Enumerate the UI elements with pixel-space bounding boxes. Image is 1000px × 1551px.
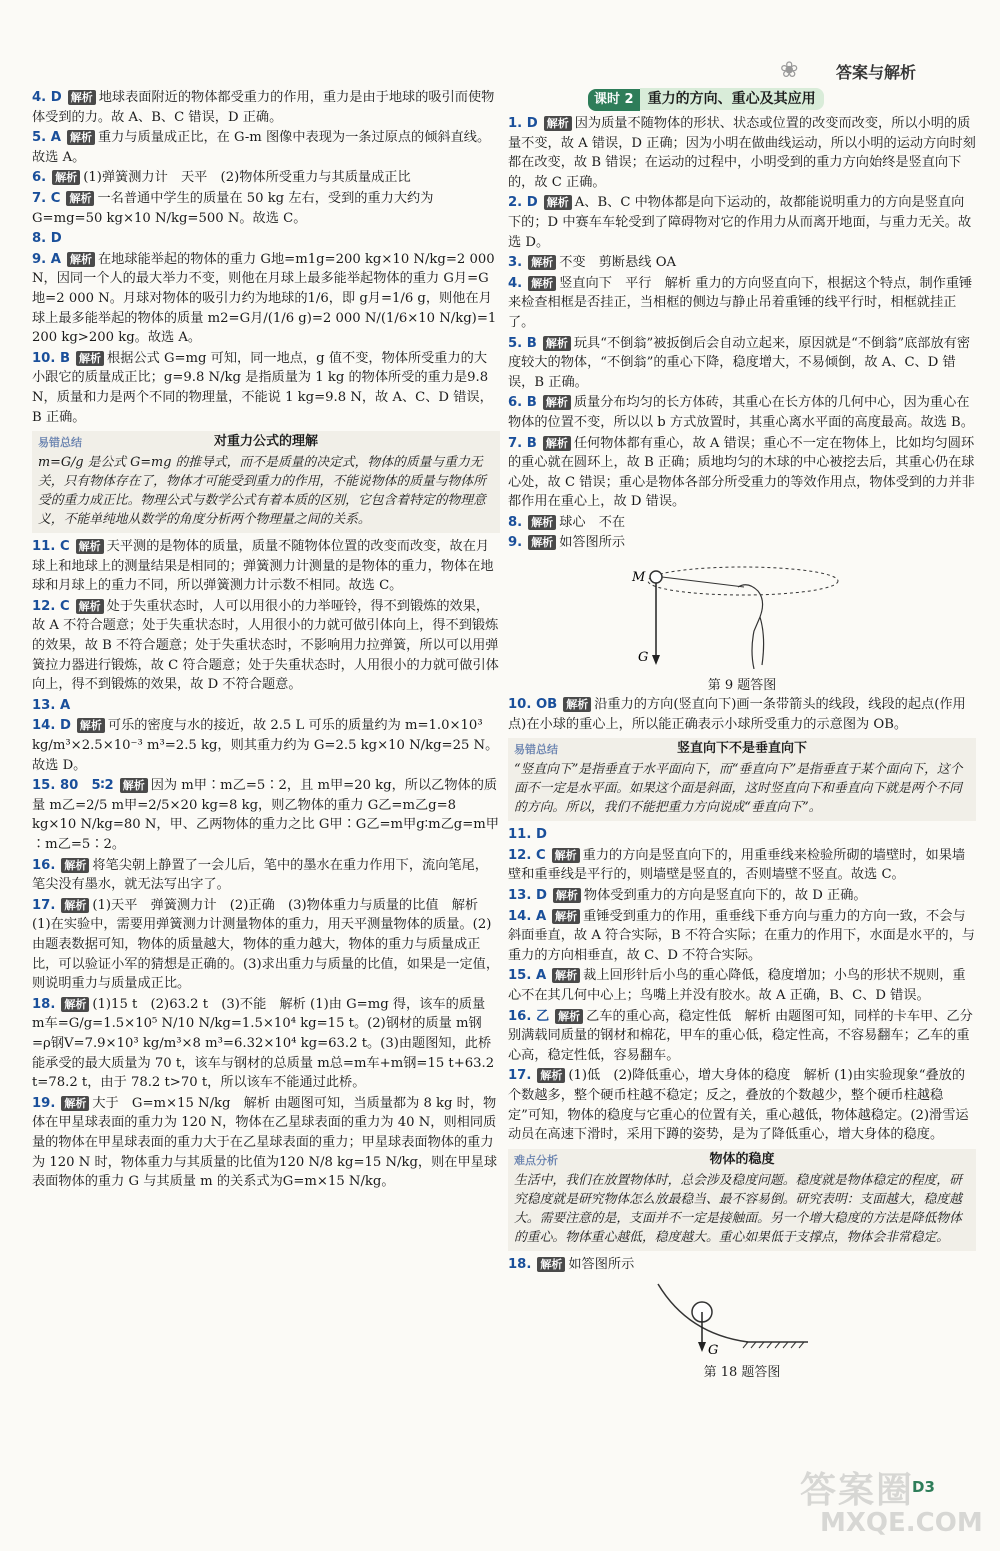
- answer-text: 重力的方向是竖直向下的，用重垂线来检验所砌的墙壁时，如果墙壁和重垂线是平行的，则墙壁是竖直的，否则墙壁不竖直。故选 C。: [508, 847, 966, 883]
- answer-number: 18.: [508, 1256, 532, 1272]
- lesson-tag: 课时 2: [588, 89, 640, 111]
- answer-number: 10. OB: [508, 697, 558, 713]
- analysis-tag: 解析: [61, 858, 89, 873]
- answer-text: 物体受到重力的方向是竖直向下的，故 D 正确。: [583, 888, 867, 904]
- page-header: [780, 58, 980, 86]
- answer-text: 因为 m甲∶m乙=5∶2，且 m甲=20 kg，所以乙物体的质量 m乙=2/5 m甲=2/5×20 kg=8 kg，则乙物体的重力 G乙=m乙g=8 kg×10 N/kg=80 N，甲、乙两物体的重力之比 G甲∶G乙=m甲g∶m乙g=m甲∶m乙=5∶2。: [32, 778, 499, 852]
- answer-text: 重力与质量成正比，在 G-m 图像中表现为一条过原点的倾斜直线。故选 A。: [32, 130, 491, 165]
- answer-item: [508, 846, 976, 885]
- answer-number: 11. D: [508, 827, 547, 843]
- answer-item: [32, 896, 500, 994]
- answer-number: 17.: [508, 1068, 532, 1084]
- answer-item: [32, 696, 500, 716]
- label-m: M: [632, 570, 646, 586]
- answer-item: [508, 513, 976, 533]
- answer-number: 9. A: [32, 251, 61, 267]
- answer-text: 一名普通中学生的质量在 50 kg 左右，受到的重力大约为 G=mg=50 kg×10 N/kg=500 N。故选 C。: [32, 190, 434, 226]
- arrowhead: [698, 1342, 706, 1352]
- figure-18: [508, 1278, 976, 1378]
- answer-text: 质量分布均匀的长方体砖，其重心在长方体的几何中心，因为重心在物体的位置不变，所以以 b 方式放置时，其重心离水平面的高度最高。故选 B。: [508, 395, 974, 430]
- answer-number: 8. D: [32, 231, 62, 247]
- analysis-tag: 解析: [76, 539, 104, 554]
- analysis-tag: 解析: [528, 535, 556, 550]
- answer-number: 14. A: [508, 908, 547, 924]
- answer-item: [32, 88, 500, 127]
- answer-item: [508, 1066, 976, 1144]
- answer-number: 7. B: [508, 435, 537, 451]
- analysis-tag: 解析: [66, 191, 94, 206]
- analysis-tag: 解析: [77, 718, 105, 733]
- answer-item: [508, 434, 976, 512]
- analysis-tag: 解析: [52, 170, 80, 185]
- right-column: [508, 88, 976, 1382]
- answer-item: [508, 886, 976, 906]
- answer-item: [32, 189, 500, 228]
- answer-item: [32, 168, 500, 188]
- answer-number: 5. B: [508, 335, 537, 351]
- answer-item: [508, 907, 976, 966]
- answer-item: [508, 966, 976, 1005]
- watermark-url: MXQE.COM: [820, 1508, 983, 1538]
- analysis-tag: 解析: [537, 1068, 565, 1083]
- answer-number: 12. C: [32, 598, 70, 614]
- analysis-tag: 解析: [552, 968, 580, 983]
- analysis-tag: 解析: [67, 130, 95, 145]
- figure-9-caption: 第 9 题答图: [707, 677, 777, 693]
- analysis-tag: 解析: [552, 909, 580, 924]
- figure-9: [508, 557, 976, 691]
- note-title: 对重力公式的理解: [213, 434, 318, 450]
- analysis-tag: 解析: [76, 351, 104, 366]
- answer-text: 竖直向下 平行 解析 重力的方向竖直向下，根据这个特点，制作重锤来检查相框是否挂正，当相框的侧边与静止吊着重锤的线平行时，相框就挂正了。: [508, 275, 973, 330]
- answer-item: [32, 349, 500, 427]
- answer-number: 13. A: [32, 697, 71, 713]
- analysis-tag: 解析: [543, 395, 571, 410]
- answer-number: 11. C: [32, 539, 70, 555]
- answer-number: 6. B: [508, 395, 537, 411]
- note-tag: 易错总结: [38, 436, 82, 450]
- lesson-title: 重力的方向、重心及其应用: [640, 88, 824, 110]
- label-g: G: [708, 1343, 719, 1357]
- analysis-tag: 解析: [76, 599, 104, 614]
- answer-item: [32, 250, 500, 348]
- figure-18-drawing: [508, 1278, 976, 1356]
- answer-item: [32, 716, 500, 775]
- left-answers: [32, 88, 500, 427]
- answer-item: [508, 393, 976, 432]
- answer-text: 玩具“不倒翁”被扳倒后会自动立起来，原因就是“不倒翁”底部放有密度较大的物体，“不倒翁”的重心下降，稳度增大，不易倾倒，故 A、C、D 错误，B 正确。: [508, 335, 971, 390]
- note-box-2: [508, 738, 976, 821]
- analysis-tag: 解析: [528, 276, 556, 291]
- answer-item: [32, 776, 500, 854]
- answer-item: [508, 1255, 976, 1275]
- watermark: 答案圈: [800, 1470, 915, 1511]
- answer-item: [508, 193, 976, 252]
- analysis-tag: 解析: [537, 1257, 565, 1272]
- note-body: “竖直向下”是指垂直于水平面向下，而“垂直向下”是指垂直于某个面向下，这个面不一定是水平面。如果这个面是斜面，这时竖直向下和垂直向下就是两个不同的方向。所以，我们不能把重力方向说成“垂直向下”。: [514, 762, 963, 816]
- answer-item: [32, 537, 500, 596]
- answer-number: 10. B: [32, 350, 71, 366]
- answer-text: 任何物体都有重心，故 A 错误；重心不一定在物体上，比如均匀圆环的重心就在圆环上，故 B 正确；质地均匀的木球的中心被挖去后，其重心仍在球心处，故 C 错误；重心是物体各部分所受重力的等效作用点，物体受到的力并非都作用在重心上，故 D 错误。: [508, 435, 975, 510]
- answer-text: 乙车的重心高，稳定性低 解析 由题图可知，同样的卡车甲、乙分别满载同质量的钢材和棉花，甲车的重心低，稳定性高，不容易翻车；乙车的重心高，稳定性低，容易翻车。: [508, 1008, 973, 1063]
- answer-text: 裁上回形针后小鸟的重心降低，稳度增加；小鸟的形状不规则，重心不在其几何中心上；鸟嘴上并没有胶水。故 A 正确，B、C、D 错误。: [508, 968, 966, 1003]
- answer-text: (1)天平 弹簧测力计 (2)正确 (3)物体重力与质量的比值 解析 (1)在实验中，需要用弹簧测力计测量物体的重力，用天平测量物体的质量。(2)由题表数据可知，物体的质量越大，物体的重力越大，物体的重力与质量成正比，可以验证小军的猜想是正确的。(3)求出重力与质量的比值，如果是一定值，则说明重力与质量成正比。: [32, 897, 500, 992]
- analysis-tag: 解析: [61, 898, 89, 913]
- answer-text: A、B、C 中物体都是向下运动的，故都能说明重力的方向是竖直向下的；D 中赛车车轮受到了障碍物对它的作用力从而离开地面，与重力无关。故选 D。: [508, 195, 972, 250]
- arrowhead: [652, 655, 660, 665]
- answer-text: (1)15 t (2)63.2 t (3)不能 解析 (1)由 G=mg 得，该车的质量 m车=G/g=1.5×10⁵ N/10 N/kg=1.5×10⁴ kg=15 t。(2)钢材的质量 m钢=ρ钢V=7.9×10³ kg/m³×8 m³=6.32×10⁴ kg=63.2 t。(3)由题图知，此桥能承受的最大质量为 70 t，该车与钢材的总质量 m总=m车+m钢=15 t+63.2 t=78.2 t，由于 78.2 t>70 t，所以该车不能通过此桥。: [32, 996, 495, 1091]
- header-decoration-icon: ❀: [780, 58, 799, 83]
- analysis-tag: 解析: [544, 195, 572, 210]
- answer-number: 7. C: [32, 190, 61, 206]
- answer-number: 5. A: [32, 130, 61, 146]
- hand-drawing: [738, 585, 764, 669]
- right-answers-4: [508, 1255, 976, 1275]
- note-body: m=G/g 是公式 G=mg 的推导式，而不是质量的决定式，物体的质量与重力无关，只有物体存在了，物体才可能受到重力的作用，不能说物体的质量与物体所受的重力成正比。物理公式与数学公式有着本质的区别，它包含着特定的物理意义，不能单纯地从数学的角度分析两个物理量之间的关系。: [38, 455, 486, 528]
- answer-text: 如答图所示: [568, 1256, 635, 1272]
- note-title: 竖直向下不是垂直向下: [676, 741, 807, 757]
- right-answers-3: [508, 825, 976, 1145]
- answer-item: [508, 1007, 976, 1066]
- answer-number: 14. D: [32, 718, 71, 734]
- answer-text: 天平测的是物体的质量，质量不随物体位置的改变而改变，故在月球上和地球上的测量结果是相同的；弹簧测力计测量的是物体的重力，物体在地球和月球上的重力不同，所以弹簧测力计示数不相同。故选 C。: [32, 539, 494, 594]
- right-answers-2: [508, 695, 976, 734]
- left-column: [32, 88, 500, 1193]
- right-answers: [508, 114, 976, 553]
- note-box-3: [508, 1149, 976, 1251]
- answer-number: 18.: [32, 996, 56, 1012]
- string-line: [662, 577, 744, 587]
- answer-number: 9.: [508, 535, 523, 551]
- note-body: 生活中，我们在放置物体时，总会涉及稳度问题。稳度就是物体稳定的程度，研究稳度就是研究物体怎么放最稳当、最不容易倒。研究表明：支面越大，稳度越大。需要注意的是，支面并不一定是接触面。另一个增大稳度的方法是降低物体的重心。物体重心越低，稳度越大。重心如果低于支撑点，物体会非常稳定。: [514, 1172, 962, 1245]
- analysis-tag: 解析: [543, 336, 571, 351]
- answer-text: 球心 不在: [559, 514, 626, 530]
- answer-text: 不变 剪断悬线 OA: [559, 255, 677, 271]
- answer-text: 在地球能举起的物体的重力 G地=m1g=200 kg×10 N/kg=2 000 N，因同一个人的最大举力不变，则他在月球上最多能举起物体的重力 G月=G地=2 000 N。月球对物体的吸引力约为地球的1/6，即 g月=1/6 g，则他在月球上最多能举起的物体的质量 m2=G月/(1/6 g)=2 000 N/(1/6×10 N/kg)=1 200 kg>200 kg。故选 A。: [32, 251, 497, 346]
- answer-text: 因为质量不随物体的形状、状态或位置的改变而改变，所以小明的质量不变，故 A 错误，D 正确；因为小明在做曲线运动，所以小明的运动方向时刻都在改变，故 B 错误；在运动的过程中，小明受到的重力方向始终是竖直向下的，故 C 正确。: [508, 116, 976, 190]
- analysis-tag: 解析: [528, 255, 556, 270]
- answer-item: [32, 597, 500, 695]
- answer-item: [508, 274, 976, 333]
- answer-number: 19.: [32, 1095, 56, 1111]
- analysis-tag: 解析: [552, 848, 580, 863]
- note-box-1: [32, 431, 500, 533]
- answer-number: 15. A: [508, 968, 547, 984]
- answer-number: 4.: [508, 275, 523, 291]
- header-title: 答案与解析: [836, 63, 917, 82]
- note-tag: 易错总结: [514, 743, 558, 757]
- orbit-path: [648, 567, 838, 595]
- label-g: G: [638, 650, 649, 666]
- analysis-tag: 解析: [61, 1096, 89, 1111]
- answer-number: 17.: [32, 897, 56, 913]
- answer-number: 16.: [32, 857, 56, 873]
- answer-number: 15. 80 5∶2: [32, 778, 114, 794]
- analysis-tag: 解析: [61, 997, 89, 1012]
- ground-hatch: [743, 1342, 804, 1348]
- analysis-tag: 解析: [68, 90, 96, 105]
- answer-number: 8.: [508, 514, 523, 530]
- analysis-tag: 解析: [555, 1009, 583, 1024]
- answer-text: 处于失重状态时，人可以用很小的力举哑铃，得不到锻炼的效果，故 A 不符合题意；处于失重状态时，人用很小的力就可做引体向上，得不到锻炼的效果，故 B 不符合题意；处于失重状态时，不影响用力拉弹簧，所以可以用弹簧拉力器进行锻炼，故 C 符合题意；处于失重状态时，人用很小的力就可做引体向上，得不到锻炼的效果，故 D 不符合题意。: [32, 598, 499, 693]
- answer-text: 可乐的密度与水的接近，故 2.5 L 可乐的质量约为 m=1.0×10³ kg/m³×2.5×10⁻³ m³=2.5 kg，则其重力约为 G=2.5 kg×10 N/kg=25 N。故选 D。: [32, 718, 499, 773]
- answer-text: (1)低 (2)降低重心，增大身体的稳度 解析 (1)由实验现象“叠放的个数越多，整个硬币柱越不稳定；反之，叠放的个数越少，整个硬币柱越稳定”可知，物体的稳度与它重心的位置有关，重心越低，物体越稳定。(2)滑雪运动员在高速下滑时，采用下蹲的姿势，是为了降低重心，增大身体的稳度。: [508, 1068, 969, 1143]
- answer-item: [32, 128, 500, 167]
- answer-item: [508, 334, 976, 393]
- answer-item: [508, 825, 976, 845]
- answer-item: [508, 114, 976, 192]
- answer-number: 3.: [508, 255, 523, 271]
- analysis-tag: 解析: [67, 252, 95, 267]
- answer-number: 12. C: [508, 847, 546, 863]
- analysis-tag: 解析: [543, 436, 571, 451]
- answer-item: [508, 695, 976, 734]
- analysis-tag: 解析: [544, 116, 572, 131]
- answer-number: 16. 乙: [508, 1008, 550, 1024]
- analysis-tag: 解析: [553, 888, 581, 903]
- answer-text: 大于 G=m×15 N/kg 解析 由题图可知，当质量都为 8 kg 时，物体在甲星球表面的重力为 120 N，物体在乙星球表面的重力为 40 N，则相同质量的物体在甲星球表面的重力大于在乙星球表面的重力；甲星球表面物体的重力为 120 N 时，物体重力与其质量的比值为120 N/8 kg=15 N/kg，则在甲星球表面物体的重力 G 与其质量 m 的关系式为G=m×15 N/kg。: [32, 1095, 498, 1190]
- analysis-tag: 解析: [120, 778, 148, 793]
- answer-text: 将笔尖朝上静置了一会儿后，笔中的墨水在重力作用下，流向笔尾，笔尖没有墨水，就无法写出字了。: [32, 857, 488, 893]
- answer-text: 如答图所示: [559, 535, 626, 551]
- answer-item: [32, 1094, 500, 1192]
- ball: [650, 571, 662, 583]
- answer-text: 地球表面附近的物体都受重力的作用，重力是由于地球的吸引而使物体受到的力。故 A、B、C 错误，D 正确。: [32, 90, 495, 125]
- answer-text: (1)弹簧测力计 天平 (2)物体所受重力与其质量成正比: [83, 170, 411, 186]
- left-answers-2: [32, 537, 500, 1192]
- analysis-tag: 解析: [563, 697, 591, 712]
- analysis-tag: 解析: [528, 515, 556, 530]
- answer-text: 根据公式 G=mg 可知，同一地点，g 值不变，物体所受重力的大小跟它的质量成正比；g=9.8 N/kg 是指质量为 1 kg 的物体所受的重力是9.8 N，质量和力是两个不同的物理量，不能说 1 kg=9.8 N，故 A、C、D 错误，B 正确。: [32, 350, 493, 425]
- answer-number: 2. D: [508, 195, 538, 211]
- figure-9-drawing: [508, 557, 976, 669]
- answer-item: [32, 995, 500, 1093]
- answer-text: 沿重力的方向(竖直向下)画一条带箭头的线段，线段的起点(作用点)在小球的重心上，所以能正确表示小球所受重力的示意图为 OB。: [508, 697, 966, 732]
- answer-item: [32, 229, 500, 249]
- note-tag: 难点分析: [514, 1153, 558, 1167]
- answer-number: 1. D: [508, 116, 538, 131]
- note-title: 物体的稳度: [709, 1151, 775, 1167]
- answer-number: 6.: [32, 170, 47, 186]
- answer-number: 4. D: [32, 90, 62, 105]
- answer-item: [508, 253, 976, 273]
- answer-item: [32, 856, 500, 895]
- page-number: D3: [912, 1478, 935, 1496]
- answer-item: [508, 533, 976, 553]
- lesson-heading: [588, 88, 976, 112]
- answer-number: 13. D: [508, 888, 547, 904]
- figure-18-caption: 第 18 题答图: [703, 1364, 781, 1380]
- answer-text: 重锤受到重力的作用，重垂线下垂方向与重力的方向一致，不会与斜面垂直，故 A 符合实际，B 不符合实际；在重力的作用下，水面是水平的，与重力的方向相垂直，故 C、D 不符合实际。: [508, 908, 975, 963]
